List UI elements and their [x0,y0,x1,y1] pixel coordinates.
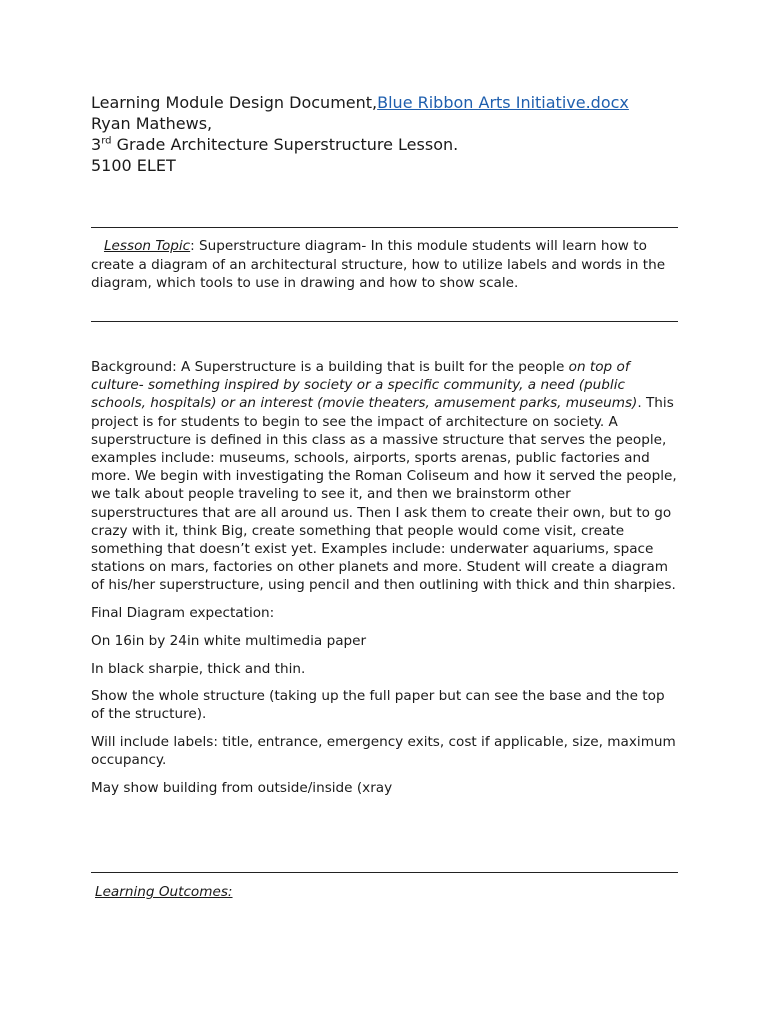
docx-link[interactable]: Blue Ribbon Arts Initiative.docx [377,93,629,112]
lesson-topic [91,237,681,293]
expectation-xray: May show building from outside/inside (xray [91,780,393,797]
document-title: Learning Module Design Document, [91,93,378,112]
lesson-topic-text: : Superstructure diagram- In this module students will learn how to create a diagram of an architectural structure, how to utilize labels and words in the diagram, which tools to use in drawing and how to show scale. [91,238,666,291]
grade-number: 3 [91,135,102,154]
background-paragraph [91,358,681,595]
divider-2 [91,321,678,322]
document-header [91,92,691,176]
expectation-labels: Will include labels: title, entrance, emergency exits, cost if applicable, size, maximum occupancy. [91,734,676,769]
background-italic: on top of culture- something inspired by society or a specific community, a need (public schools, hospitals) or an interest (movie theaters, amusement parks, museums) [91,359,638,412]
divider-1 [91,227,678,228]
divider-3 [91,872,678,873]
course-code: 5100 ELET [91,156,176,175]
author-name: Ryan Mathews, [91,114,213,133]
expectation-heading: Final Diagram expectation: [91,605,275,622]
expectation-sharpie: In black sharpie, thick and thin. [91,660,306,677]
background-intro: Background: A Superstructure is a building that is built for the people [91,359,569,375]
lesson-topic-label: Lesson Topic [103,238,191,254]
lesson-title-line [91,134,691,155]
grade-suffix: rd [101,135,112,147]
expectation-paper: On 16in by 24in white multimedia paper [91,632,367,649]
title-line [91,92,691,113]
background-section [91,358,681,807]
background-rest: . This project is for students to begin to see the impact of architecture on society. A superstructure is defined in this class as a massive structure that serves the people, examples include: museums, schools, airports, sports arenas, public factories and more. We begin with investigating the Roman Coliseum and how it served the people, we talk about people traveling to see it, and then we brainstorm other superstructures that are all around us. Then I ask them to create their own, but to go crazy with it, think Big, create something that people would come visit, create something that doesn’t exist yet. Examples include: underwater aquariums, space stations on mars, factories on other planets and more. Student will create a diagram of his/her superstructure, using pencil and then outlining with thick and thin sharpies. [91,395,677,594]
learning-outcomes [95,883,233,901]
expectation-structure: Show the whole structure (taking up the full paper but can see the base and the top of the structure). [91,688,665,723]
learning-outcomes-label: Learning Outcomes: [95,884,233,900]
lesson-title: Grade Architecture Superstructure Lesson. [111,135,459,154]
